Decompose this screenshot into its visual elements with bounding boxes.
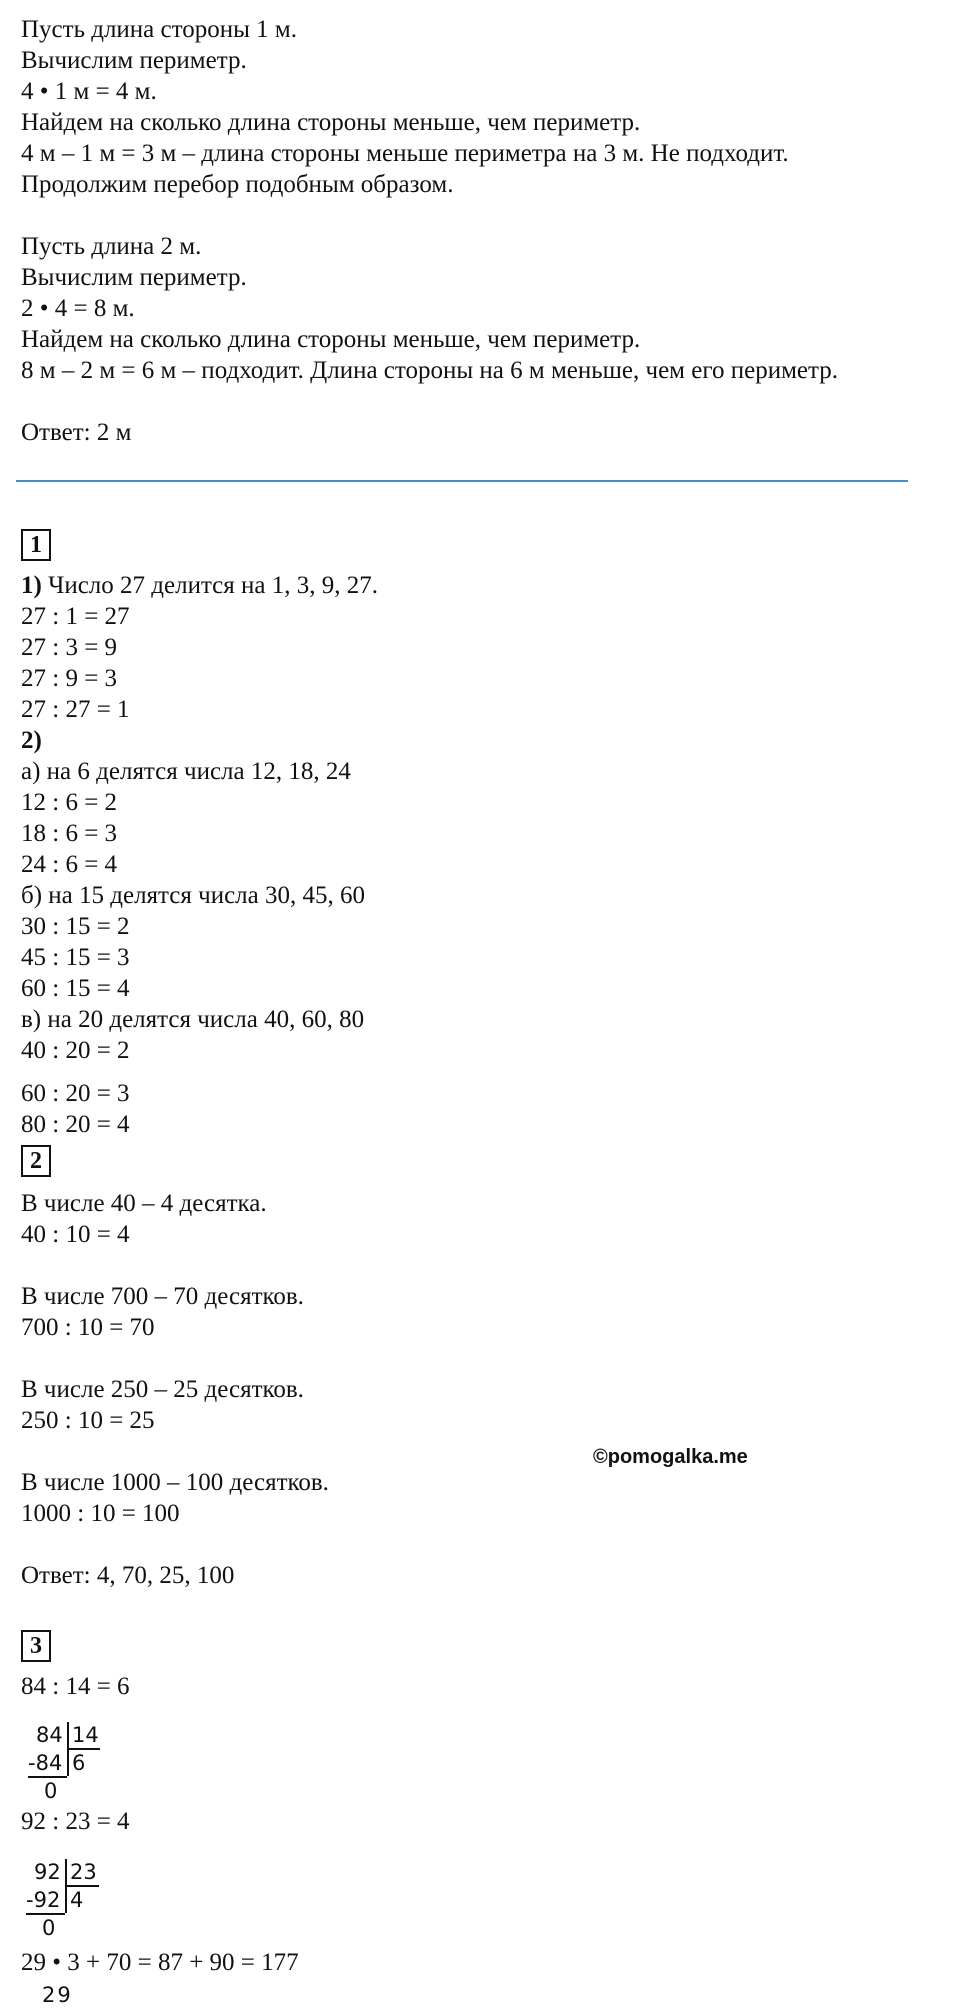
text-line: Продолжим перебор подобным образом. (21, 171, 454, 198)
equation-line: 80 : 20 = 4 (21, 1111, 130, 1138)
equation-line: 700 : 10 = 70 (21, 1314, 155, 1341)
equation-line: 29 • 3 + 70 = 87 + 90 = 177 (21, 1949, 299, 1976)
equation-line: 40 : 10 = 4 (21, 1221, 130, 1248)
text-line: В числе 1000 – 100 десятков. (21, 1469, 329, 1496)
remainder: 0 (44, 1779, 58, 1803)
text-line: В числе 700 – 70 десятков. (21, 1283, 304, 1310)
divisor-underline (65, 1885, 99, 1887)
text-line: Пусть длина стороны 1 м. (21, 16, 297, 43)
subtrahend: -84 (28, 1751, 63, 1775)
equation-line: 92 : 23 = 4 (21, 1808, 130, 1835)
equation-line: 60 : 15 = 4 (21, 975, 130, 1002)
equation-line: 27 : 27 = 1 (21, 696, 130, 723)
task-number-box: 1 (21, 529, 51, 561)
equation-line: 27 : 9 = 3 (21, 665, 118, 692)
answer-line: Ответ: 4, 70, 25, 100 (21, 1562, 235, 1589)
text-line: 8 м – 2 м = 6 м – подходит. Длина стороны на 6 м меньше, чем его периметр. (21, 357, 838, 384)
divisor: 14 (72, 1723, 99, 1747)
text-line: б) на 15 делятся числа 30, 45, 60 (21, 882, 366, 909)
equation-line: 40 : 20 = 2 (21, 1037, 130, 1064)
equation-line: 250 : 10 = 25 (21, 1407, 155, 1434)
equation-line: 18 : 6 = 3 (21, 820, 118, 847)
text-line: 4 м – 1 м = 3 м – длина стороны меньше периметра на 3 м. Не подходит. (21, 140, 789, 167)
text-line: Найдем на сколько длина стороны меньше, чем периметр. (21, 326, 641, 353)
subtrahend: -92 (26, 1888, 61, 1912)
text-line: Вычислим периметр. (21, 47, 247, 74)
part-label: 1) (21, 572, 42, 599)
equation-line: 60 : 20 = 3 (21, 1080, 130, 1107)
divisor-underline (67, 1748, 100, 1750)
equation-line: 1000 : 10 = 100 (21, 1500, 180, 1527)
partial-number: 29 (42, 1983, 73, 2007)
text-line: В числе 40 – 4 десятка. (21, 1190, 267, 1217)
quotient: 6 (72, 1751, 86, 1775)
text-line: В числе 250 – 25 десятков. (21, 1376, 304, 1403)
watermark: ©pomogalka.me (593, 1446, 748, 1468)
part-text: Число 27 делится на 1, 3, 9, 27. (41, 572, 378, 599)
equation-line: 24 : 6 = 4 (21, 851, 118, 878)
divisor: 23 (70, 1860, 97, 1884)
dividend: 92 (34, 1860, 61, 1884)
text-line: в) на 20 делятся числа 40, 60, 80 (21, 1006, 365, 1033)
equation-line: 84 : 14 = 6 (21, 1673, 130, 1700)
section-divider (16, 480, 908, 482)
text-line: 4 • 1 м = 4 м. (21, 78, 157, 105)
remainder: 0 (42, 1916, 56, 1940)
text-line: 2 • 4 = 8 м. (21, 295, 135, 322)
equation-line: 30 : 15 = 2 (21, 913, 130, 940)
subtract-underline (28, 1776, 67, 1778)
text-line: а) на 6 делятся числа 12, 18, 24 (21, 758, 351, 785)
text-line: Пусть длина 2 м. (21, 233, 202, 260)
text-line: Найдем на сколько длина стороны меньше, чем периметр. (21, 109, 641, 136)
task-number-box: 3 (21, 1630, 51, 1662)
equation-line: 45 : 15 = 3 (21, 944, 130, 971)
task1-part1 (21, 571, 378, 601)
equation-line: 27 : 1 = 27 (21, 603, 130, 630)
dividend: 84 (36, 1723, 63, 1747)
equation-line: 27 : 3 = 9 (21, 634, 118, 661)
part-label: 2) (21, 727, 42, 754)
equation-line: 12 : 6 = 2 (21, 789, 118, 816)
quotient: 4 (70, 1888, 84, 1912)
task-number-box: 2 (21, 1145, 51, 1177)
text-line: Вычислим периметр. (21, 264, 247, 291)
answer-line: Ответ: 2 м (21, 419, 132, 446)
subtract-underline (26, 1913, 65, 1915)
